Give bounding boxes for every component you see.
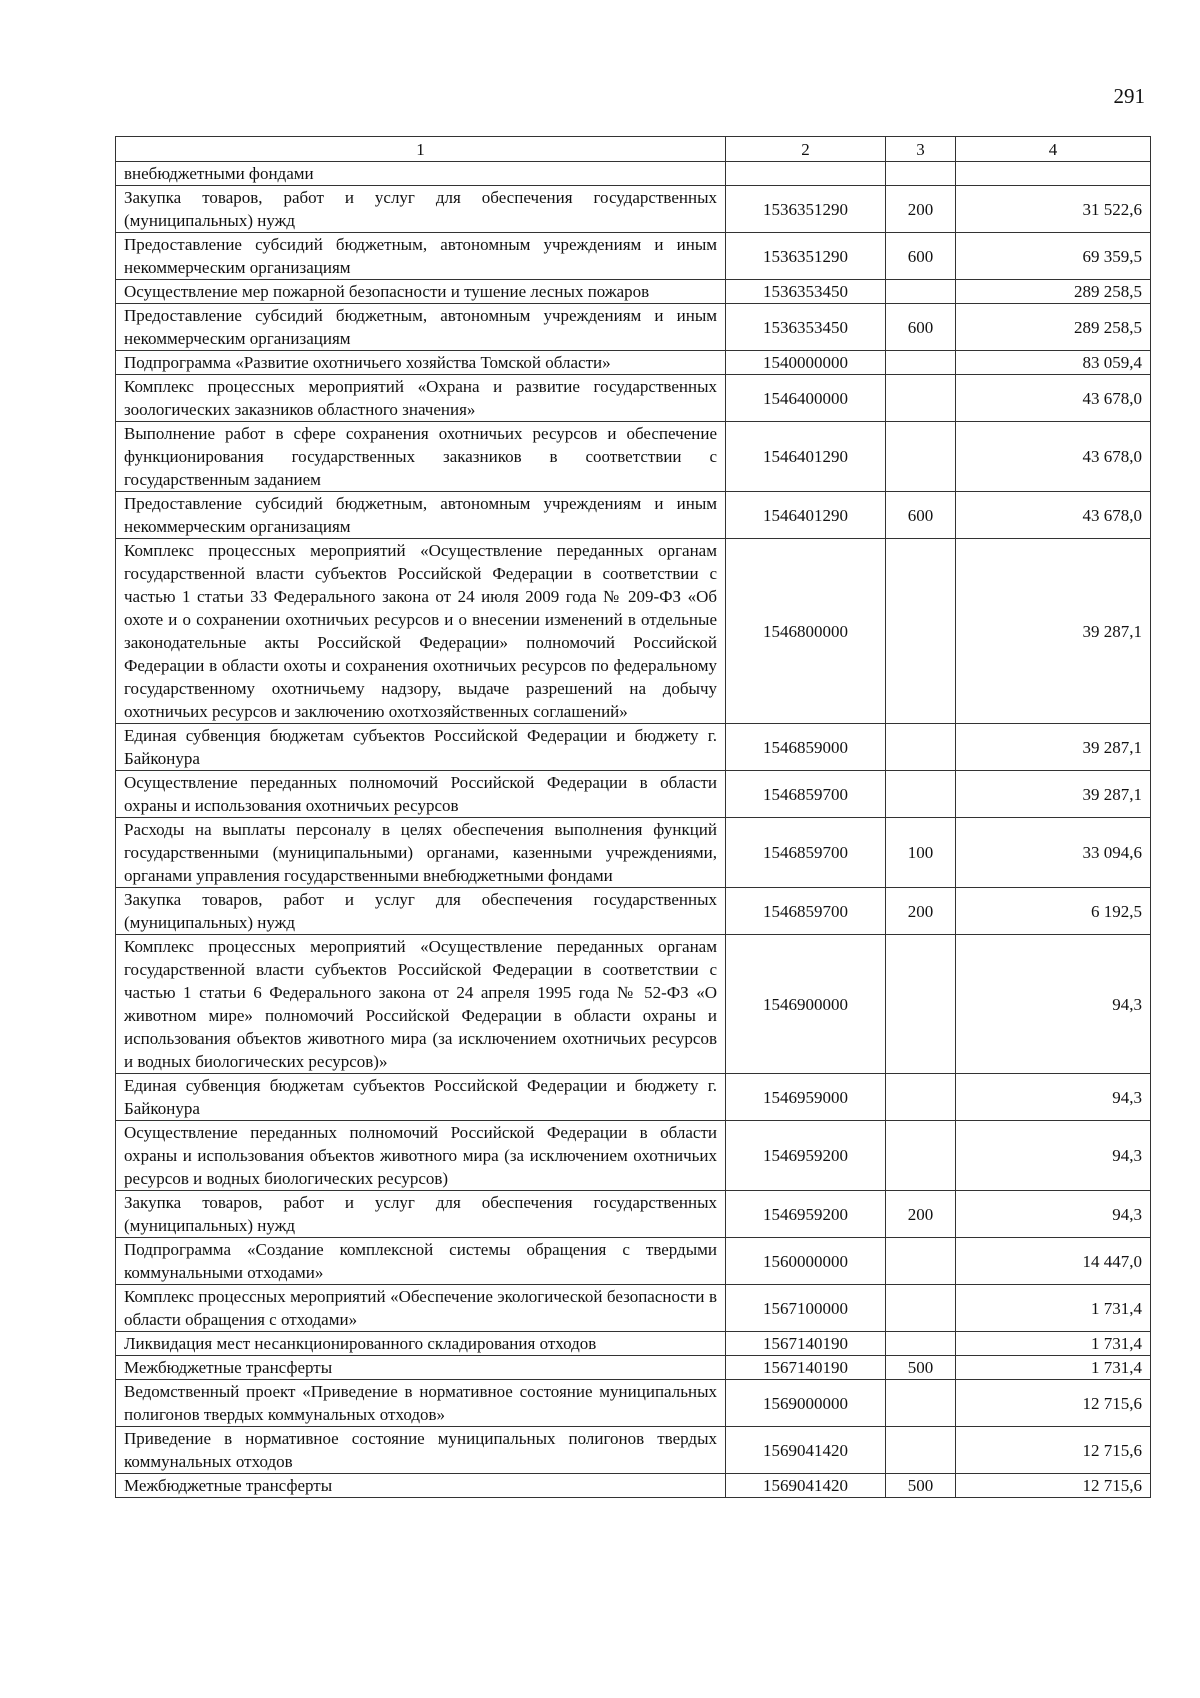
table-row xyxy=(116,186,1151,233)
row-name-cell: Выполнение работ в сфере сохранения охотничьих ресурсов и обеспечение функционирования государственных заказников в соответствии с государственным заданием xyxy=(116,422,726,492)
row-amount-cell: 14 447,0 xyxy=(956,1238,1151,1285)
row-amount-cell: 33 094,6 xyxy=(956,818,1151,888)
page-number: 291 xyxy=(1113,84,1145,108)
table-row xyxy=(116,1356,1151,1380)
table-row xyxy=(116,304,1151,351)
table-row xyxy=(116,1427,1151,1474)
row-code-cell: 1567140190 xyxy=(726,1356,886,1380)
table-row xyxy=(116,375,1151,422)
row-amount-cell: 94,3 xyxy=(956,1121,1151,1191)
row-type-cell xyxy=(886,771,956,818)
table-row xyxy=(116,1285,1151,1332)
row-type-cell: 200 xyxy=(886,1191,956,1238)
row-type-cell xyxy=(886,351,956,375)
row-name-cell: Закупка товаров, работ и услуг для обеспечения государственных (муниципальных) нужд xyxy=(116,186,726,233)
row-code-cell: 1536351290 xyxy=(726,186,886,233)
table-row xyxy=(116,935,1151,1074)
row-name-cell: Предоставление субсидий бюджетным, автономным учреждениям и иным некоммерческим организациям xyxy=(116,304,726,351)
row-code-cell: 1546959200 xyxy=(726,1191,886,1238)
row-amount-cell: 83 059,4 xyxy=(956,351,1151,375)
row-code-cell xyxy=(726,162,886,186)
table-row xyxy=(116,492,1151,539)
row-type-cell xyxy=(886,1427,956,1474)
row-name-cell: Подпрограмма «Создание комплексной системы обращения с твердыми коммунальными отходами» xyxy=(116,1238,726,1285)
row-code-cell: 1569041420 xyxy=(726,1427,886,1474)
row-name-cell: Комплекс процессных мероприятий «Осуществление переданных органам государственной власти субъектов Российской Федерации в соответствии с частью 1 статьи 6 Федерального закона от 24 апреля 1995 года № 52-ФЗ «О животном мире» полномочий Российской Федерации в области охраны и использования объектов животного мира (за исключением охотничьих ресурсов и водных биологических ресурсов)» xyxy=(116,935,726,1074)
row-name-cell: Осуществление переданных полномочий Российской Федерации в области охраны и использования охотничьих ресурсов xyxy=(116,771,726,818)
row-type-cell xyxy=(886,280,956,304)
table-row xyxy=(116,1238,1151,1285)
row-amount-cell: 289 258,5 xyxy=(956,304,1151,351)
table-row xyxy=(116,1074,1151,1121)
row-code-cell: 1546401290 xyxy=(726,422,886,492)
row-name-cell: Межбюджетные трансферты xyxy=(116,1356,726,1380)
row-amount-cell: 12 715,6 xyxy=(956,1474,1151,1498)
row-code-cell: 1546959200 xyxy=(726,1121,886,1191)
row-name-cell: Ликвидация мест несанкционированного складирования отходов xyxy=(116,1332,726,1356)
row-amount-cell: 43 678,0 xyxy=(956,422,1151,492)
row-type-cell xyxy=(886,539,956,724)
row-amount-cell: 1 731,4 xyxy=(956,1332,1151,1356)
row-code-cell: 1546859000 xyxy=(726,724,886,771)
row-amount-cell: 39 287,1 xyxy=(956,539,1151,724)
row-type-cell xyxy=(886,1332,956,1356)
row-name-cell: Закупка товаров, работ и услуг для обеспечения государственных (муниципальных) нужд xyxy=(116,1191,726,1238)
row-type-cell xyxy=(886,375,956,422)
table-row xyxy=(116,422,1151,492)
table-row xyxy=(116,1474,1151,1498)
row-type-cell: 600 xyxy=(886,492,956,539)
row-name-cell: Предоставление субсидий бюджетным, автономным учреждениям и иным некоммерческим организациям xyxy=(116,492,726,539)
column-header-1: 1 xyxy=(116,137,726,162)
row-name-cell: Комплекс процессных мероприятий «Охрана и развитие государственных зоологических заказников областного значения» xyxy=(116,375,726,422)
row-code-cell: 1569041420 xyxy=(726,1474,886,1498)
row-code-cell: 1546959000 xyxy=(726,1074,886,1121)
row-name-cell: Осуществление мер пожарной безопасности и тушение лесных пожаров xyxy=(116,280,726,304)
row-name-cell: Предоставление субсидий бюджетным, автономным учреждениям и иным некоммерческим организациям xyxy=(116,233,726,280)
row-code-cell: 1536353450 xyxy=(726,280,886,304)
row-name-cell: Комплекс процессных мероприятий «Обеспечение экологической безопасности в области обращения с отходами» xyxy=(116,1285,726,1332)
row-name-cell: внебюджетными фондами xyxy=(116,162,726,186)
row-code-cell: 1546900000 xyxy=(726,935,886,1074)
row-type-cell xyxy=(886,935,956,1074)
row-code-cell: 1546401290 xyxy=(726,492,886,539)
table-row xyxy=(116,771,1151,818)
table-row xyxy=(116,724,1151,771)
table-row xyxy=(116,1121,1151,1191)
row-type-cell xyxy=(886,1074,956,1121)
row-type-cell xyxy=(886,1121,956,1191)
row-name-cell: Единая субвенция бюджетам субъектов Российской Федерации и бюджету г. Байконура xyxy=(116,724,726,771)
row-type-cell xyxy=(886,162,956,186)
row-type-cell: 600 xyxy=(886,233,956,280)
row-name-cell: Комплекс процессных мероприятий «Осуществление переданных органам государственной власти субъектов Российской Федерации в соответствии с частью 1 статьи 33 Федерального закона от 24 июля 2009 года № 209-ФЗ «Об охоте и о сохранении охотничьих ресурсов и о внесении изменений в отдельные законодательные акты Российской Федерации» полномочий Российской Федерации в области охоты и сохранения охотничьих ресурсов по федеральному государственному охотничьему надзору, выдаче разрешений на добычу охотничьих ресурсов и заключению охотхозяйственных соглашений» xyxy=(116,539,726,724)
row-code-cell: 1546859700 xyxy=(726,888,886,935)
row-type-cell xyxy=(886,1285,956,1332)
table-row xyxy=(116,818,1151,888)
table-row xyxy=(116,162,1151,186)
row-type-cell: 500 xyxy=(886,1356,956,1380)
row-amount-cell: 12 715,6 xyxy=(956,1427,1151,1474)
row-type-cell xyxy=(886,1238,956,1285)
row-name-cell: Ведомственный проект «Приведение в нормативное состояние муниципальных полигонов твердых коммунальных отходов» xyxy=(116,1380,726,1427)
row-amount-cell: 1 731,4 xyxy=(956,1356,1151,1380)
budget-table xyxy=(115,136,1151,1498)
row-amount-cell xyxy=(956,162,1151,186)
row-amount-cell: 69 359,5 xyxy=(956,233,1151,280)
table-row xyxy=(116,1380,1151,1427)
row-name-cell: Закупка товаров, работ и услуг для обеспечения государственных (муниципальных) нужд xyxy=(116,888,726,935)
row-type-cell xyxy=(886,422,956,492)
column-header-3: 3 xyxy=(886,137,956,162)
row-name-cell: Расходы на выплаты персоналу в целях обеспечения выполнения функций государственными (муниципальными) органами, казенными учреждениями, органами управления государственными внебюджетными фондами xyxy=(116,818,726,888)
row-amount-cell: 43 678,0 xyxy=(956,492,1151,539)
row-name-cell: Единая субвенция бюджетам субъектов Российской Федерации и бюджету г. Байконура xyxy=(116,1074,726,1121)
row-amount-cell: 1 731,4 xyxy=(956,1285,1151,1332)
row-amount-cell: 43 678,0 xyxy=(956,375,1151,422)
row-amount-cell: 39 287,1 xyxy=(956,771,1151,818)
column-header-2: 2 xyxy=(726,137,886,162)
row-code-cell: 1536351290 xyxy=(726,233,886,280)
row-code-cell: 1536353450 xyxy=(726,304,886,351)
row-code-cell: 1569000000 xyxy=(726,1380,886,1427)
row-code-cell: 1567140190 xyxy=(726,1332,886,1356)
row-code-cell: 1560000000 xyxy=(726,1238,886,1285)
row-name-cell: Подпрограмма «Развитие охотничьего хозяйства Томской области» xyxy=(116,351,726,375)
row-type-cell xyxy=(886,1380,956,1427)
table-row xyxy=(116,539,1151,724)
row-type-cell: 500 xyxy=(886,1474,956,1498)
row-name-cell: Межбюджетные трансферты xyxy=(116,1474,726,1498)
row-amount-cell: 289 258,5 xyxy=(956,280,1151,304)
table-row xyxy=(116,233,1151,280)
row-amount-cell: 94,3 xyxy=(956,1074,1151,1121)
row-code-cell: 1546859700 xyxy=(726,771,886,818)
row-code-cell: 1546400000 xyxy=(726,375,886,422)
row-type-cell xyxy=(886,724,956,771)
row-name-cell: Приведение в нормативное состояние муниципальных полигонов твердых коммунальных отходов xyxy=(116,1427,726,1474)
row-amount-cell: 31 522,6 xyxy=(956,186,1151,233)
row-code-cell: 1546800000 xyxy=(726,539,886,724)
row-amount-cell: 94,3 xyxy=(956,1191,1151,1238)
row-type-cell: 600 xyxy=(886,304,956,351)
row-type-cell: 200 xyxy=(886,186,956,233)
row-code-cell: 1567100000 xyxy=(726,1285,886,1332)
table-row xyxy=(116,1191,1151,1238)
table-header-row xyxy=(116,137,1151,162)
row-type-cell: 200 xyxy=(886,888,956,935)
table-row xyxy=(116,1332,1151,1356)
row-amount-cell: 39 287,1 xyxy=(956,724,1151,771)
row-name-cell: Осуществление переданных полномочий Российской Федерации в области охраны и использования объектов животного мира (за исключением охотничьих ресурсов и водных биологических ресурсов) xyxy=(116,1121,726,1191)
table-row xyxy=(116,888,1151,935)
row-amount-cell: 94,3 xyxy=(956,935,1151,1074)
column-header-4: 4 xyxy=(956,137,1151,162)
row-amount-cell: 6 192,5 xyxy=(956,888,1151,935)
row-code-cell: 1546859700 xyxy=(726,818,886,888)
row-code-cell: 1540000000 xyxy=(726,351,886,375)
table-row xyxy=(116,351,1151,375)
row-type-cell: 100 xyxy=(886,818,956,888)
row-amount-cell: 12 715,6 xyxy=(956,1380,1151,1427)
table-row xyxy=(116,280,1151,304)
